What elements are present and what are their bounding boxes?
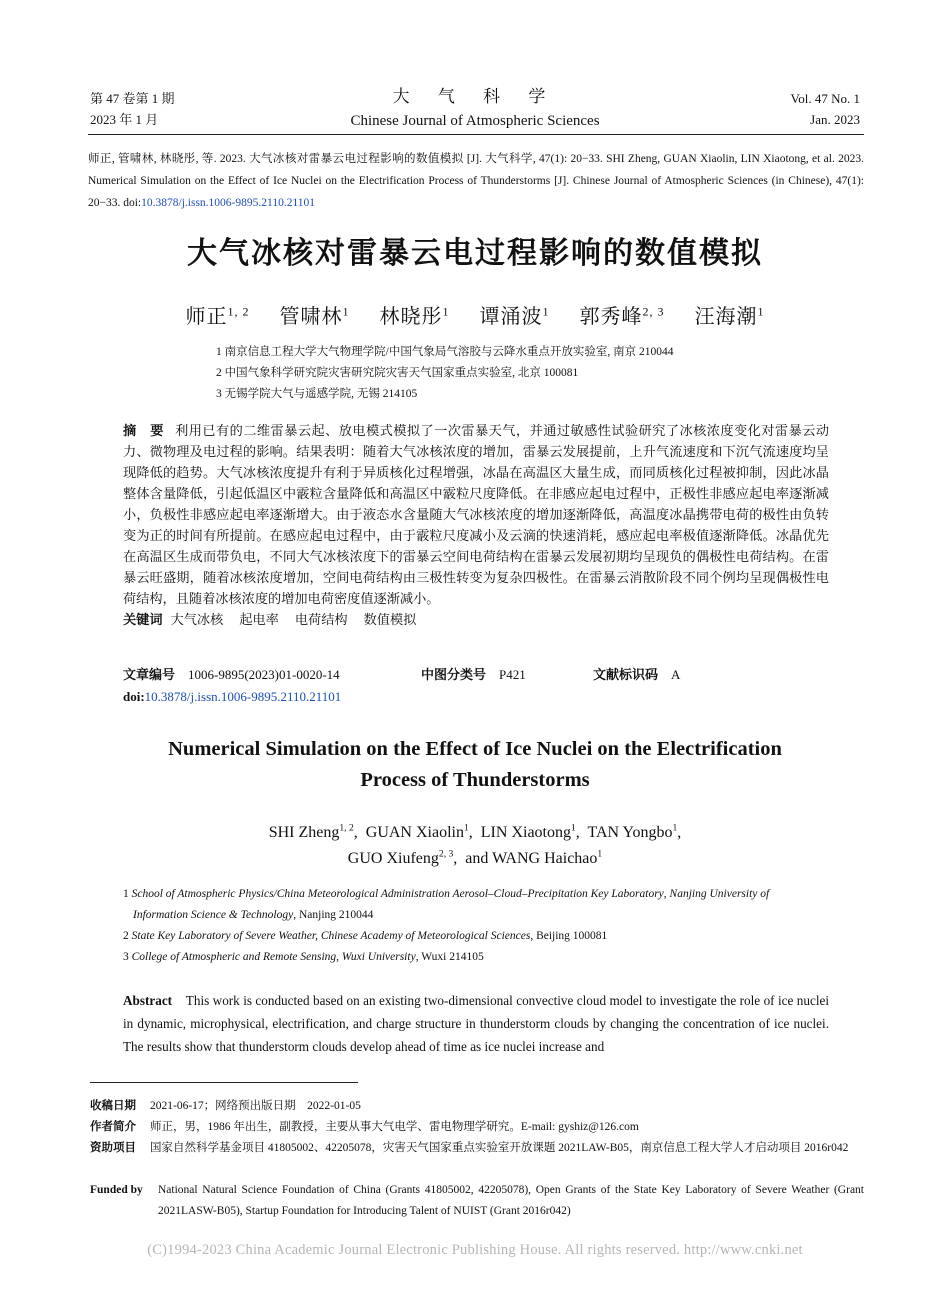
keywords-cn-label: 关键词 [123, 612, 163, 627]
author-cn: 汪海潮$^1$ [694, 304, 765, 328]
abstract-cn [123, 420, 829, 630]
affiliation-en-1-cont: Information Science & Technology, Nanjing 210044 [133, 909, 374, 921]
citation-doi-link[interactable]: 10.3878/j.issn.1006-9895.2110.21101 [141, 197, 316, 209]
paper-title-cn: 大气冰核对雷暴云电过程影响的数值模拟 [187, 236, 763, 271]
abstract-en-text: This work is conducted based on an existing two-dimensional convective cloud model to investigate the role of ice nuclei in dynamic, microphysical, electrification, and charge structure in thunderstorm clouds by changing the concentration of ice nuclei. The results show that thunderstorm clouds develop ahead of time as ice nuclei increase and [123, 993, 830, 1054]
header-volume-cn: 第 47 卷第 1 期 [90, 91, 175, 106]
author-cn: 管啸林$^1$ [279, 304, 350, 328]
footnote-funded-by [90, 1180, 864, 1222]
affiliation-cn-2: 2 中国气象科学研究院灾害研究院灾害天气国家重点实验室, 北京 100081 [216, 367, 579, 379]
header-date-en: Jan. 2023 [810, 112, 860, 127]
citation-text: 师正, 管啸林, 林晓彤, 等. 2023. 大气冰核对雷暴云电过程影响的数值模拟 [J]. 大气科学, 47(1): 20−33. SHI Zheng, GUAN Xiaolin, LIN Xiaotong, et al. 2023. Numerical Simulation on the Effect of Ice Nuclei on the Electrification Process of Thunderstorms [J]. Chinese Journal of Atmospheric Sciences (in Chinese), 47(1): 20−33. doi: [88, 153, 864, 209]
header-issue-en [791, 88, 860, 130]
affiliation-cn-1: 1 南京信息工程大学大气物理学院/中国气象局气溶胶与云降水重点开放实验室, 南京 210044 [216, 346, 674, 358]
author-bio-label: 作者简介 [90, 1121, 136, 1133]
keyword: 大气冰核 [170, 612, 224, 627]
author-bio-value: 师正，男，1986 年出生，副教授，主要从事大气电学、雷电物理学研究。E-mail: gyshiz@126.com [150, 1121, 639, 1133]
paper-title-en-line1: Numerical Simulation on the Effect of Ice Nuclei on the Electrification [168, 738, 782, 760]
footnote-author [90, 1117, 864, 1138]
abstract-en [123, 989, 829, 1058]
author-en: GUO Xiufeng$^{2, 3}$ [347, 848, 454, 867]
doi-link[interactable]: 10.3878/j.issn.1006-9895.2110.21101 [144, 689, 342, 704]
paper-title-en-line2: Process of Thunderstorms [360, 769, 590, 791]
author-cn: 谭涌波$^1$ [479, 304, 550, 328]
article-number: 文章编号 1006-9895(2023)01-0020-14 [123, 667, 340, 682]
fund-value: 国家自然科学基金项目 41805002、42205078，灾害天气国家重点实验室开放课题 2021LAW-B05，南京信息工程大学人才启动项目 2016r042 [150, 1142, 849, 1154]
author-en: and WANG Haichao$^1$ [465, 848, 603, 867]
author-en: TAN Yongbo$^1$ [587, 822, 678, 841]
journal-name-cn: 大 气 科 学 [392, 87, 558, 106]
affiliations-en [123, 884, 829, 968]
keyword: 电荷结构 [294, 612, 348, 627]
received-value: 2021-06-17；网络预出版日期 2022-01-05 [150, 1100, 361, 1112]
author-en: LIN Xiaotong$^1$ [480, 822, 576, 841]
doi-line [123, 686, 341, 707]
abstract-en-label: Abstract [123, 993, 173, 1008]
header-volume-en: Vol. 47 No. 1 [790, 91, 860, 106]
affiliation-en-1: 1 School of Atmospheric Physics/China Meteorological Administration Aerosol–Cloud–Precipitation Key Laboratory, Nanjing University of [123, 888, 770, 900]
header-rule [88, 134, 864, 135]
affiliation-en-2: 2 State Key Laboratory of Severe Weather, Chinese Academy of Meteorological Sciences, Beijing 100081 [123, 930, 608, 942]
funded-by-value: National Natural Science Foundation of China (Grants 41805002, 42205078), Open Grants of the State Key Laboratory of Severe Weather (Grant 2021LASW-B05), Startup Foundation for Introducing Talent of NUIST (Grant 2016r042) [158, 1184, 864, 1217]
cnki-watermark: (C)1994-2023 China Academic Journal Electronic Publishing House. All rights reserved. http://www.cnki.net [147, 1242, 803, 1258]
journal-name-en: Chinese Journal of Atmospheric Sciences [350, 113, 600, 129]
author-en: SHI Zheng$^{1, 2}$ [268, 822, 354, 841]
document-code: 文献标识码 A [593, 667, 681, 682]
author-list-cn [0, 300, 950, 329]
author-cn: 郭秀峰$^{2, 3}$ [579, 304, 665, 328]
keyword: 数值模拟 [363, 612, 417, 627]
author-cn: 林晓彤$^1$ [379, 304, 450, 328]
abstract-cn-label: 摘 要 [123, 423, 164, 438]
footnote-fund [90, 1138, 864, 1159]
author-cn: 师正$^{1, 2}$ [185, 304, 250, 328]
received-label: 收稿日期 [90, 1100, 136, 1112]
keyword: 起电率 [239, 612, 279, 627]
paper-title-en [0, 734, 950, 796]
footnote-received [90, 1096, 864, 1117]
affiliation-en-3: 3 College of Atmospheric and Remote Sensing, Wuxi University, Wuxi 214105 [123, 951, 484, 963]
author-list-en: SHI Zheng$^{1, 2}$, GUAN Xiaolin$^1$, LIN Xiaotong$^1$, TAN Yongbo$^1$, GUO Xiufeng$^{2, 3}$, and WANG Haichao$^1$ [268, 822, 682, 867]
fund-label: 资助项目 [90, 1142, 136, 1154]
citation-block [88, 148, 864, 214]
keywords-cn [123, 609, 829, 630]
footnote-rule [90, 1082, 358, 1083]
affiliations-cn [216, 342, 673, 405]
funded-by-label: Funded by [90, 1184, 143, 1196]
header-date-cn: 2023 年 1 月 [90, 112, 159, 127]
doi-label: doi: [123, 689, 145, 704]
affiliation-cn-3: 3 无锡学院大气与遥感学院, 无锡 214105 [216, 388, 418, 400]
abstract-cn-text: 利用已有的二维雷暴云起、放电模式模拟了一次雷暴天气，并通过敏感性试验研究了冰核浓度变化对雷暴云动力、微物理及电过程的影响。结果表明：随着大气冰核浓度的增加，雷暴云发展提前，上升气流速度和下沉气流速度均呈现降低的趋势。大气冰核浓度提升有利于异质核化过程增强，冰晶在高温区大量生成，而同质核化过程被抑制，因此冰晶整体含量降低，引起低温区中霰粒含量降低和高温区中霰粒尺度降低。在非感应起电过程中，正极性非感应起电率逐渐减小，负极性非感应起电率逐渐增大。由于液态水含量随大气冰核浓度的增加逐渐降低，高温度冰晶携带电荷的极性由负转变为正的时间有所提前。在感应起电过程中，由于霰粒尺度减小及云滴的快速消耗，感应起电率极值逐渐降低。冰晶优先在高温区生成而带负电，不同大气冰核浓度下的雷暴云空间电荷结构在雷暴云发展初期均呈现负的偶极性电荷结构。在雷暴云旺盛期，随着冰核浓度增加，空间电荷结构由三极性转变为复杂四极性。在雷暴云消散阶段不同个例均呈现偶极性电荷结构，且随着冰核浓度的增加电荷密度值逐渐减小。 [123, 423, 830, 606]
clc-number: 中图分类号 P421 [421, 667, 526, 682]
author-en: GUAN Xiaolin$^1$ [365, 822, 469, 841]
